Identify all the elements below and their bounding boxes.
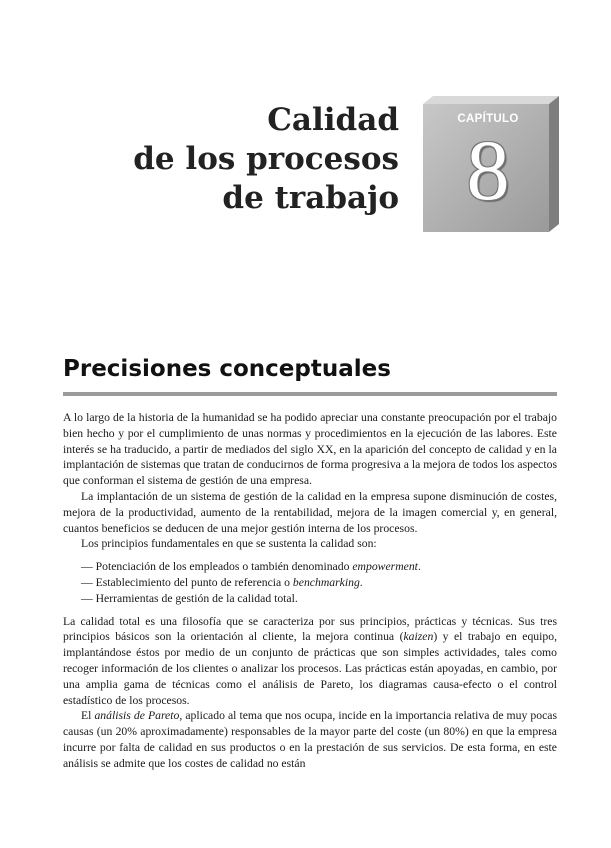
chapter-title-line-1: Calidad xyxy=(267,102,399,138)
list-item-emphasis: benchmarking xyxy=(292,575,360,589)
paragraph-5-part-b: , aplicado al tema que nos ocupa, incide en la importancia relativa de muy pocas causas (un 20% aproximadamente) responsables de la mayor parte del coste (un 80%) en que la empresa incurre por falta de calidad en sus productos o en la prestación de sus servicios. De esta forma, en este análisis se admite que los costes de calidad no están xyxy=(63,709,558,770)
list-item-text: Herramientas de gestión de la calidad total. xyxy=(95,591,298,605)
paragraph-4 xyxy=(63,614,557,709)
principles-list xyxy=(63,559,557,606)
chapter-title-line-2: de los procesos xyxy=(133,141,399,177)
list-item xyxy=(81,575,557,591)
paragraph-4-part-b: ) y el trabajo en equipo, implantándose éstos por medio de un conjunto de prácticas que son simples actividades, tales como recoger información de los clientes o analizar los procesos. Las prácticas están apoyadas, en cambio, por una amplia gama de técnicas como el análisis de Pareto, los diagramas causa-efecto o el control estadístico de los procesos. xyxy=(63,630,557,707)
list-item xyxy=(81,591,557,607)
body-text xyxy=(63,410,557,772)
list-item-text: Establecimiento del punto de referencia o xyxy=(95,575,293,589)
list-item-suffix: . xyxy=(417,560,421,574)
chapter-number-cube xyxy=(419,94,559,234)
paragraph-3: Los principios fundamentales en que se sustenta la calidad son: xyxy=(81,537,377,551)
list-item-suffix: . xyxy=(359,575,363,589)
chapter-title xyxy=(133,101,399,218)
list-item-emphasis: empowerment xyxy=(352,560,418,574)
chapter-label: CAPÍTULO xyxy=(457,113,519,125)
list-item-text: Potenciación de los empleados o también denominado xyxy=(95,560,353,574)
paragraph-5 xyxy=(63,708,557,771)
paragraph-4-emphasis: kaizen xyxy=(403,630,434,644)
list-item xyxy=(81,559,557,575)
paragraph-5-part-a: El xyxy=(81,709,95,723)
paragraph-1: A lo largo de la historia de la humanidad se ha podido apreciar una constante preocupación por el trabajo bien hecho y por el cumplimiento de unas normas y procedimientos en la ejecución de las labores. Este interés se ha traducido, a partir de mediados del siglo XX, en la aparición del concepto de calidad y en la implantación de sistemas que tratan de conducirnos de forma progresiva a la mejora de todos los aspectos que conforman el sistema de gestión de una empresa. xyxy=(63,411,557,488)
section-title: Precisiones conceptuales xyxy=(63,356,391,382)
section-divider xyxy=(63,392,557,396)
paragraph-2: La implantación de un sistema de gestión de la calidad en la empresa supone disminución de costes, mejora de la productividad, aumento de la rentabilidad, mejora de la imagen comercial y, en general, cuantos beneficios se deducen de una mejor gestión interna de los procesos. xyxy=(63,489,557,535)
paragraph-5-emphasis: análisis de Pareto xyxy=(94,709,180,723)
chapter-number: 8 xyxy=(466,122,510,218)
chapter-title-line-3: de trabajo xyxy=(222,180,399,216)
paragraph-4-part-a: La calidad total es una filosofía que se caracteriza por sus principios, prácticas y técnicas. Sus tres principios básicos son la orientación al cliente, la mejora continua ( xyxy=(63,614,557,644)
